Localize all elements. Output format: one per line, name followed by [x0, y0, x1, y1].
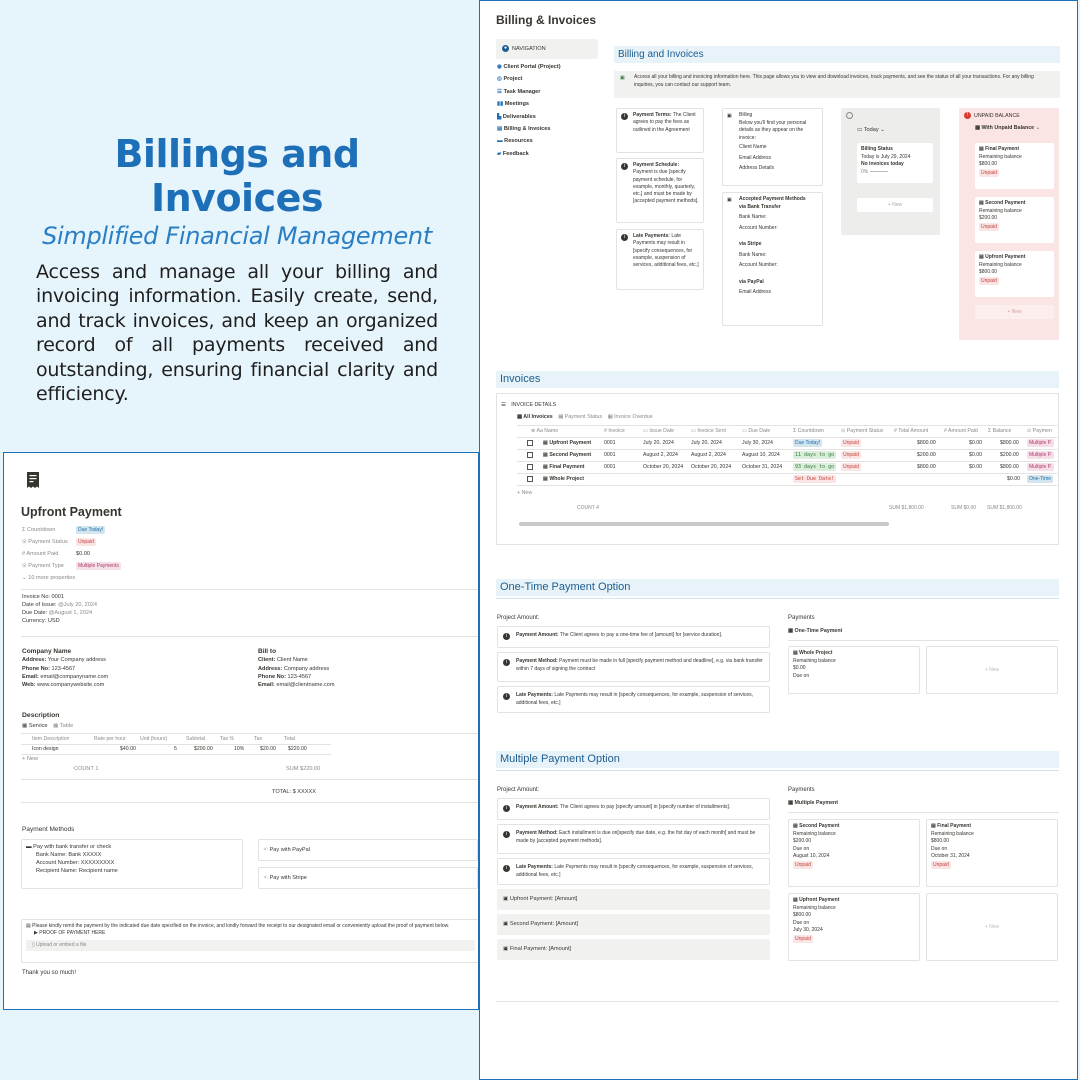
countdown-tag: Due Today!: [78, 527, 104, 533]
section-title-billing: Billing and Invoices: [614, 46, 1060, 63]
alert-icon: !: [964, 112, 971, 119]
table-row[interactable]: ▤ Final Payment 0001 October 20, 2024 October 20, 2024 October 31, 2024 93 days to go Unpaid $800.00 $0.00 $800.00 Multiple P.: [517, 461, 1057, 473]
invoices-heading: Invoices: [496, 371, 1059, 388]
new-card-button[interactable]: + New: [926, 646, 1058, 694]
tab-table[interactable]: ▦ Table: [53, 723, 74, 729]
list-icon: ☰: [501, 402, 506, 408]
one-time-amount-card: i Payment Amount: The Client agrees to pay a one-time fee of [amount] for [service duration].: [497, 626, 770, 648]
compass-icon: ●: [503, 45, 508, 52]
paypal-callout[interactable]: ☜ Pay with PayPal: [258, 839, 478, 861]
info-icon: i: [503, 865, 513, 873]
project-amount-label: Project Amount:: [497, 615, 540, 621]
multiple-heading: Multiple Payment Option: [496, 751, 1059, 768]
sidebar-item[interactable]: ▙ Deliverables: [497, 113, 536, 120]
late-payments-card: i Late Payments: Late Payments may result in [specify consequences, for example, suspension of services, additional fees, etc.]: [616, 229, 704, 290]
description-heading: Description: [22, 712, 60, 719]
one-time-heading: One-Time Payment Option: [496, 579, 1059, 596]
stripe-icon: ☜: [263, 875, 269, 881]
receipt-icon: [26, 471, 40, 494]
sidebar-nav: [497, 63, 599, 162]
payment-note-callout: ▤ Please kindly remit the payment by the indicated due date specified on the invoice, and kindly forward the receipt to our designated email or conveniently upload the proof of payment below. ▶ PROOF OF PAYMENT HERE ▯ Upload or embed a file: [21, 919, 479, 963]
payments-heading: Payments: [788, 615, 815, 621]
prop-label: Payment Type: [28, 563, 64, 569]
payment-card[interactable]: ▤ Second Payment Remaining balance $200.00 Due on August 10, 2024 Unpaid: [788, 819, 920, 887]
money-icon: ▣: [503, 946, 509, 952]
paypal-icon: ☜: [263, 847, 269, 853]
today-board: [841, 108, 940, 235]
intro-callout: ▣ Access all your billing and invoicing information here. This page allows you to view and download invoices, track payments, and see the status of all your transactions. For any billing inquiries, you can contact our support team.: [614, 71, 1060, 98]
terms-card: i Payment Terms: The Client agrees to pay the fees as outlined in the Agreement: [616, 108, 704, 153]
tab-payment-status[interactable]: ▦ Payment Status: [558, 414, 603, 420]
total-label: TOTAL: $ XXXXX: [272, 789, 316, 795]
row-checkbox[interactable]: [527, 452, 533, 458]
multiple-late-card: i Late Payments: Late Payments may result in [specify consequences, for example, suspension of services, additional fees, etc.]: [497, 858, 770, 885]
sum-balance: SUM $1,800.00: [987, 505, 1022, 511]
amount-paid-value: $0.00: [76, 551, 90, 557]
sidebar-item[interactable]: ☰ Task Manager: [497, 88, 541, 95]
multiple-amount-card: i Payment Amount: The Client agrees to pay [specify amount] in [specify number of installments].: [497, 798, 770, 820]
tab-service[interactable]: ▦ Service: [22, 723, 48, 729]
info-icon: i: [503, 805, 513, 813]
sidebar-item[interactable]: ◉ Client Portal (Project): [497, 64, 561, 70]
billing-icon: ▣: [727, 197, 732, 203]
sidebar-item[interactable]: ▬ Resources: [497, 138, 533, 145]
sum-paid: SUM $0.00: [951, 505, 977, 511]
unpaid-card[interactable]: ▤ Second Payment Remaining balance $200.00 Unpaid: [975, 197, 1054, 243]
sidebar-item[interactable]: ▤ Billing & Invoices: [497, 125, 551, 132]
bill-to-block: Bill to Client: Client Name Address: Company address Phone No: 123-4567 Email: email@clientname.com: [258, 648, 335, 688]
info-icon: i: [503, 633, 513, 641]
new-invoice-button[interactable]: + New: [517, 490, 533, 496]
info-icon: i: [503, 659, 513, 667]
bank-transfer-callout: ▬ Pay with bank transfer or check Bank Name: Bank XXXXX Account Number: XXXXXXXXX Recipient Name: Recipient name: [21, 839, 243, 889]
unpaid-view-dropdown[interactable]: ▦ With Unpaid Balance ⌄: [975, 125, 1041, 131]
payment-card[interactable]: ▤ Upfront Payment Remaining balance $800.00 Due on July 30, 2024 Unpaid: [788, 893, 920, 961]
schedule-card: i Payment Schedule: Payment is due [specify payment schedule, for example, monthly, quarterly, etc.] and must be made by [accepted payment methods].: [616, 158, 704, 223]
table-row[interactable]: ▤ Second Payment 0001 August 2, 2024 August 2, 2024 August 10, 2024 11 days to go Unpaid $200.00 $0.00 $200.00 Multiple P.: [517, 449, 1057, 461]
page-title: Billing & Invoices: [496, 13, 597, 27]
invoice-table-header: ⊕ Aa Name # Invoice ▭ Issue Date ▭ Invoice Sent ▭ Due Date Σ Countdown ⊙ Payment Status # Total Amount # Amount Paid Σ Balance ⊙ Paymen: [531, 428, 1052, 434]
payment-methods-heading: Payment Methods: [22, 826, 75, 833]
unpaid-heading: ! UNPAID BALANCE: [964, 112, 1020, 121]
count-label: COUNT 1: [74, 766, 99, 772]
invoice-page-screenshot: [3, 452, 479, 1010]
hero-subtitle: Simplified Financial Management: [42, 222, 432, 250]
info-icon: i: [503, 693, 513, 701]
upload-file-button[interactable]: ▯ Upload or embed a file: [26, 940, 475, 951]
money-icon: ▣: [503, 896, 509, 902]
thanks-text: Thank you so much!: [22, 970, 77, 976]
nav-heading: ● NAVIGATION: [496, 39, 598, 59]
invoice-count: COUNT 4: [577, 505, 599, 511]
billing-details-card: ▣ Billing Below you'll find your personal details as they appear on the invoice: Client Name Email Address Address Details: [722, 108, 823, 186]
horizontal-scrollbar[interactable]: [519, 522, 889, 526]
new-row-button[interactable]: + New: [22, 756, 39, 762]
money-icon: ▣: [620, 75, 625, 81]
invoice-meta: Invoice No: 0001 Date of Issue: @July 20, 2024 Due Date: @August 1, 2024 Currency: USD: [22, 594, 98, 625]
payments-heading: Payments: [788, 787, 815, 793]
invoice-tabs: [517, 414, 653, 422]
sum-total: SUM $1,800.00: [889, 505, 924, 511]
company-block: Company Name Address: Your Company address Phone No: 123-4567 Email: email@companyname.com Web: www.companywebsite.com: [22, 648, 109, 688]
document-icon: ▤: [26, 923, 31, 929]
bank-icon: ▬: [26, 844, 32, 850]
sidebar-item[interactable]: ◎ Project: [497, 76, 523, 83]
sidebar-item[interactable]: ▮▮ Meetings: [497, 101, 529, 108]
invoice-database: [496, 393, 1059, 545]
unpaid-card[interactable]: ▤ Final Payment Remaining balance $800.00 Unpaid: [975, 143, 1054, 189]
tab-invoice-overdue[interactable]: ▦ Invoice Overdue: [607, 414, 653, 420]
table-row[interactable]: ▤ Whole Project Set Due Date! $0.00 One-Time: [517, 473, 1057, 485]
second-amount-row: ▣ Second Payment: [Amount]: [497, 914, 770, 935]
status-tag: Unpaid: [78, 539, 94, 545]
one-time-method-card: i Payment Method: Payment must be made in full [specify payment method and deadline], e.g. via bank transfer within 7 days of signing the contract: [497, 652, 770, 682]
multiple-method-card: i Payment Method: Each installment is due on[specify due date, e.g. the fist day of each month] and must be made by [accepted payment methods].: [497, 824, 770, 854]
sum-label: SUM $220.00: [286, 766, 321, 772]
billing-page-screenshot: [479, 0, 1078, 1080]
upfront-amount-row: ▣ Upfront Payment: [Amount]: [497, 889, 770, 910]
info-icon: i: [503, 831, 513, 839]
new-card-button[interactable]: + New: [926, 893, 1058, 961]
more-properties-toggle[interactable]: ⌄ 10 more properties: [22, 575, 76, 581]
today-view-dropdown[interactable]: ▭ Today ⌄: [857, 127, 885, 133]
money-icon: ▣: [503, 921, 509, 927]
tab-all-invoices[interactable]: ▦ All Invoices: [517, 414, 553, 420]
row-checkbox[interactable]: [527, 476, 533, 482]
billing-icon: ▣: [727, 113, 732, 119]
stripe-callout[interactable]: ☜ Pay with Stripe: [258, 867, 478, 889]
multiple-view-tab[interactable]: ▦ Multiple Payment: [788, 800, 839, 806]
table-row[interactable]: ▤ Upfront Payment 0001 July 20, 2024 July 20, 2024 July 30, 2024 Due Today! Unpaid $800.00 $0.00 $800.00 Multiple P.: [517, 437, 1057, 449]
payment-card[interactable]: ▤ Final Payment Remaining balance $800.00 Due on October 31, 2024 Unpaid: [926, 819, 1058, 887]
billing-status-card[interactable]: Billing Status Today is July 29, 2024 No invoices today 0%: [857, 143, 933, 183]
prop-label: Amount Paid: [26, 551, 59, 557]
whole-project-card[interactable]: ▤ Whole Project Remaining balance $0.00 Due on: [788, 646, 920, 694]
info-icon: i: [621, 234, 631, 242]
hero-description: Access and manage all your billing and invoicing information. Easily create, send, and track invoices, and keep an organized record of all payments received and outstanding, ensuring financial clarity and efficiency.: [36, 261, 438, 406]
hero-title: Billings and Invoices: [114, 132, 360, 220]
proof-toggle[interactable]: ▶ PROOF OF PAYMENT HERE: [34, 930, 106, 937]
hero: [36, 132, 438, 406]
prop-label: Countdown: [27, 527, 56, 533]
row-checkbox[interactable]: [527, 464, 533, 470]
one-time-view-tab[interactable]: ▦ One-Time Payment: [788, 628, 843, 634]
table-row[interactable]: Icon design $40.00 5 $200.00 10% $20.00 $220.00: [32, 746, 307, 752]
info-icon: i: [621, 163, 631, 171]
info-icon: i: [621, 113, 631, 121]
sidebar-item[interactable]: ▰ Feedback: [497, 150, 529, 157]
status-circle-icon: [846, 112, 853, 119]
invoice-properties: Σ Countdown Due Today! ⊙ Payment Status Unpaid # Amount Paid $0.00 ⊙ Payment Type Multiple Payments ⌄ 10 more properties: [22, 526, 222, 585]
one-time-late-card: i Late Payments: Late Payments may result in [specify consequences, for example, suspension of services, additional fees, etc.]: [497, 686, 770, 713]
new-card-button[interactable]: + New: [975, 305, 1054, 319]
invoice-details-heading: ☰ INVOICE DETAILS: [501, 402, 557, 408]
prop-label: Payment Status: [28, 539, 68, 545]
row-checkbox[interactable]: [527, 440, 533, 446]
invoice-title: Upfront Payment: [21, 505, 122, 519]
payment-type-tag: Multiple Payments: [78, 563, 119, 569]
project-amount-label: Project Amount:: [497, 787, 540, 793]
unpaid-card[interactable]: ▤ Upfront Payment Remaining balance $800.00 Unpaid: [975, 251, 1054, 297]
description-table-header: Item Description Rate per hour Unit (hours) Subtotal Tax % Tax Total: [32, 736, 295, 742]
unpaid-board: [959, 108, 1059, 340]
new-card-button[interactable]: + New: [857, 198, 933, 212]
payment-methods-card: ▣ Accepted Payment Methods via Bank Transfer Bank Name: Account Number: via Stripe Bank Name: Account Number: via PayPal Email Address: [722, 192, 823, 326]
description-tabs: [22, 722, 73, 730]
final-amount-row: ▣ Final Payment: [Amount]: [497, 939, 770, 960]
